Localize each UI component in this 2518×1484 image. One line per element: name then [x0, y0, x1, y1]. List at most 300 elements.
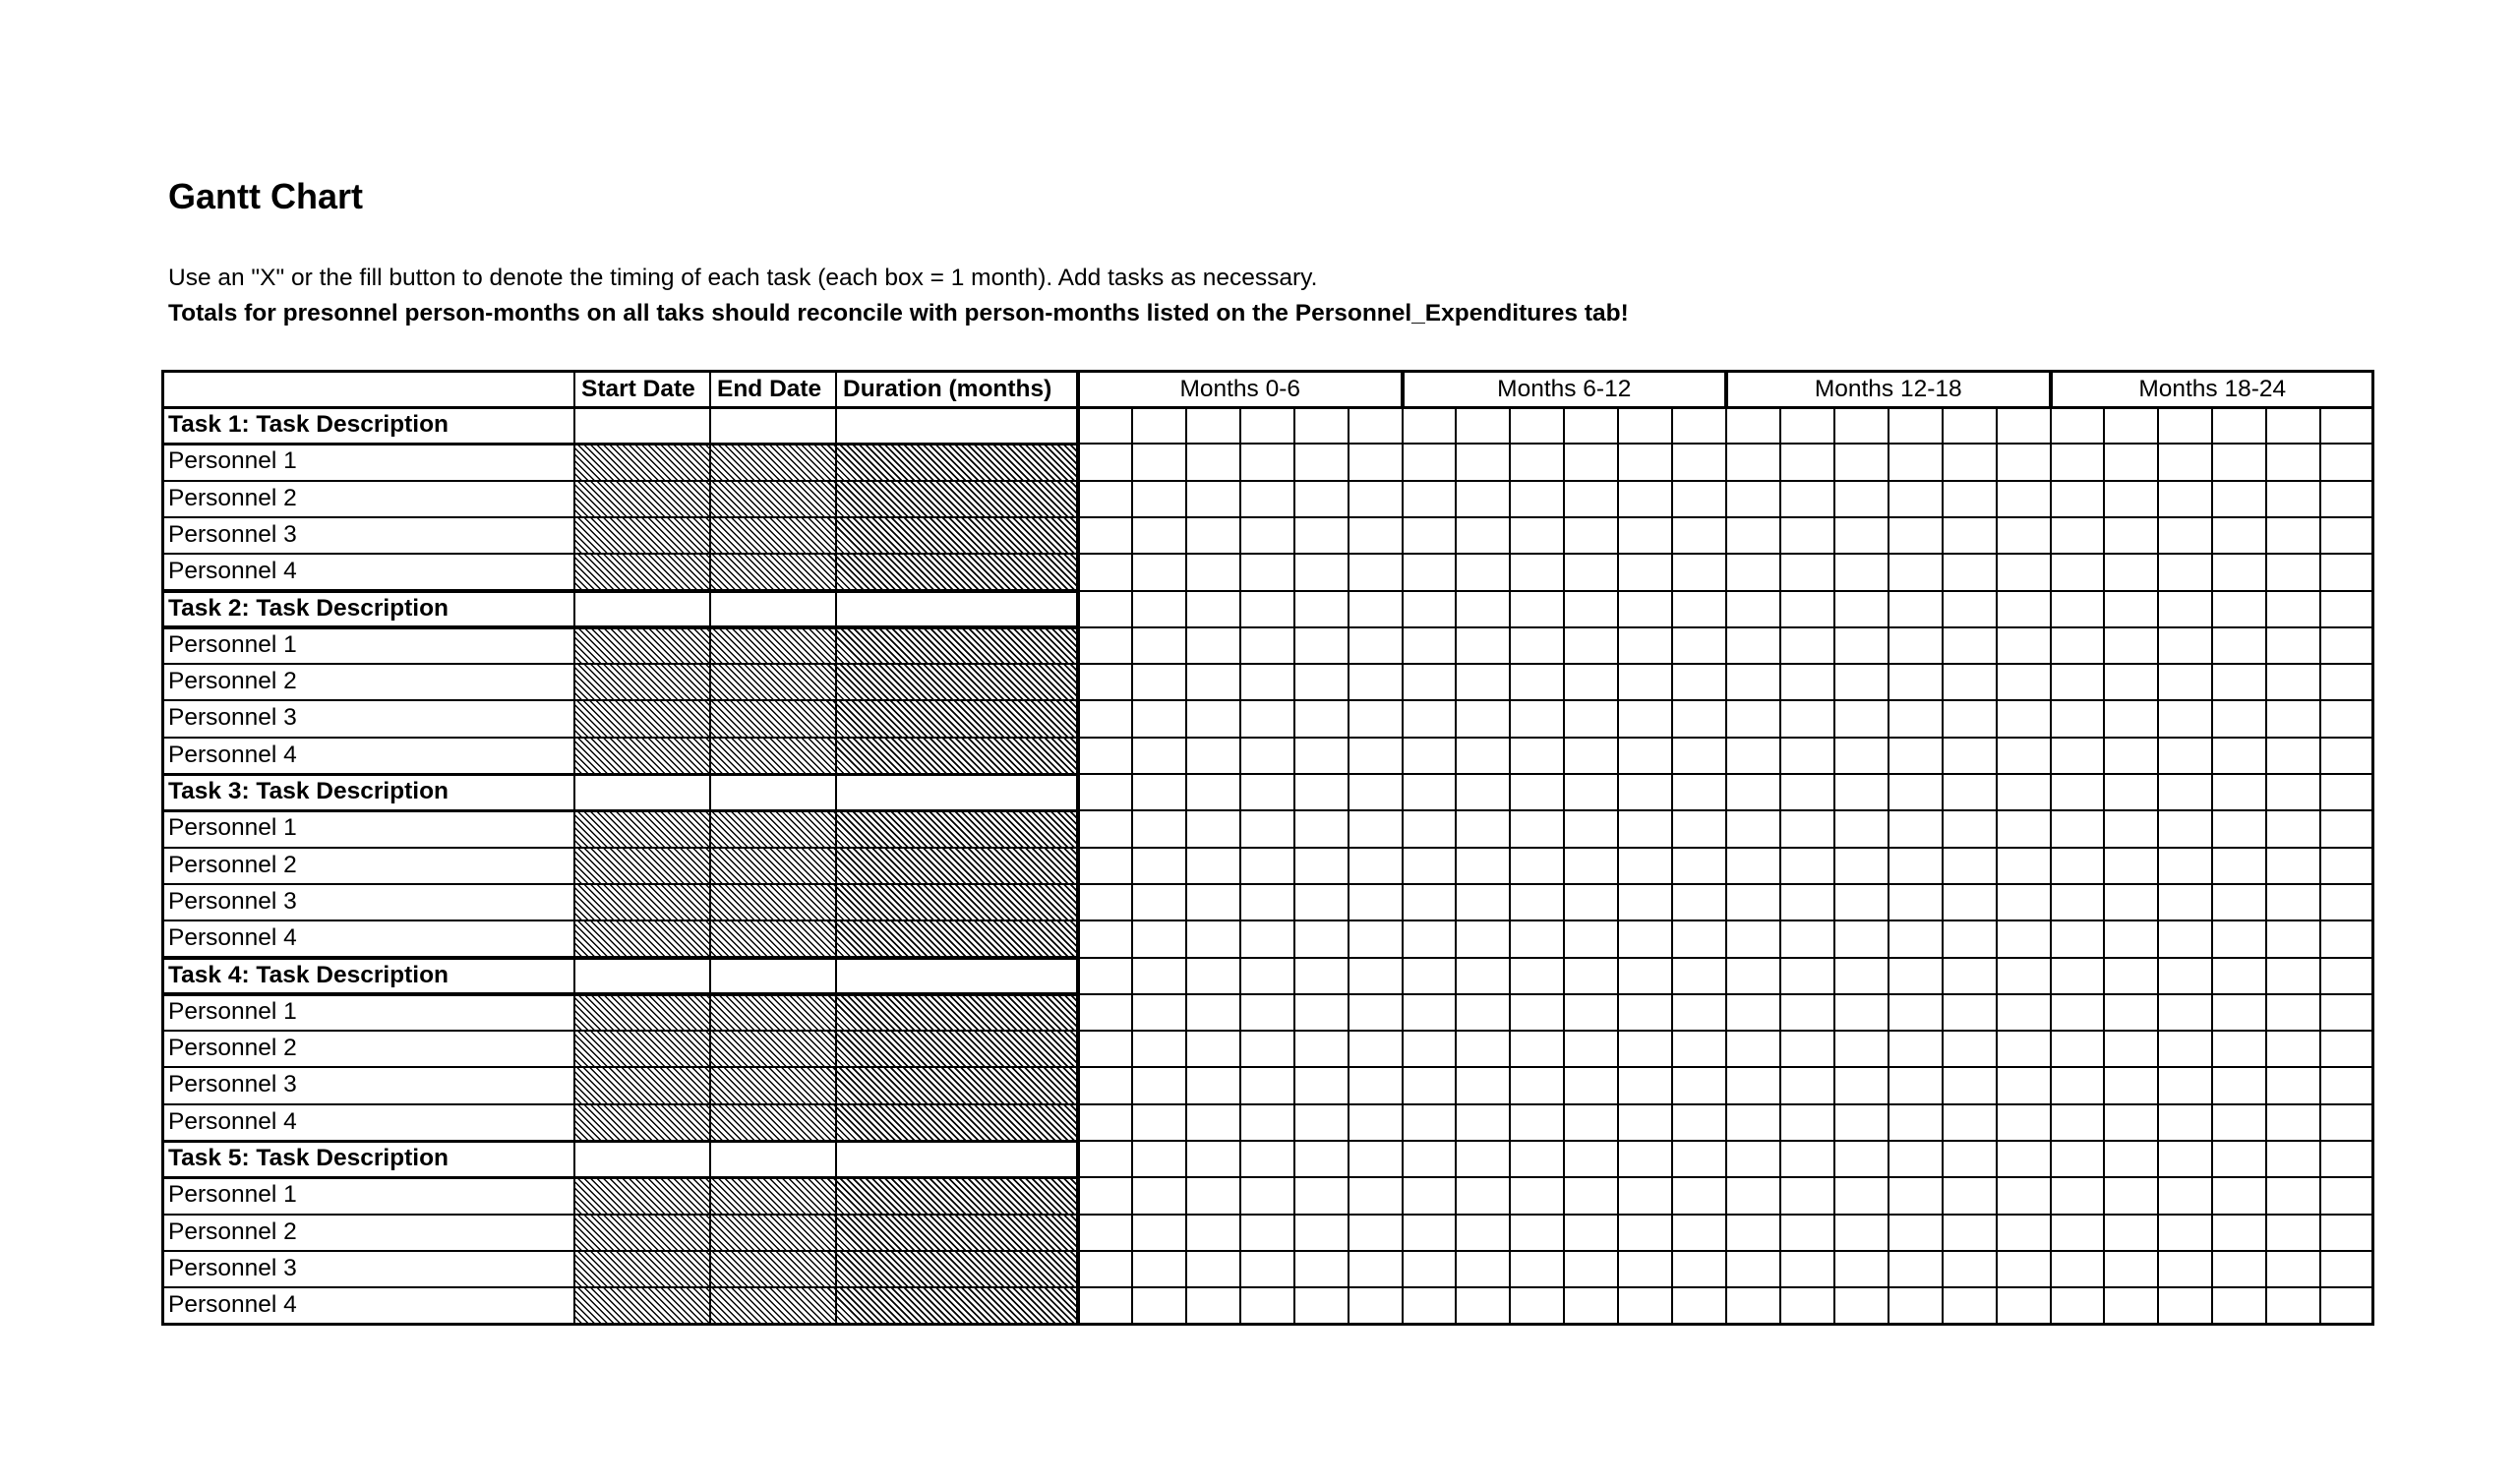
month-cell[interactable] [1888, 958, 1943, 994]
personnel-date-cell[interactable] [836, 444, 1078, 480]
month-cell[interactable] [1132, 920, 1186, 957]
month-cell[interactable] [1564, 774, 1618, 810]
personnel-date-cell[interactable] [574, 1251, 710, 1287]
month-cell[interactable] [1564, 627, 1618, 664]
month-cell[interactable] [1834, 1177, 1888, 1214]
month-cell[interactable] [1078, 1287, 1132, 1324]
month-cell[interactable] [1564, 1251, 1618, 1287]
month-cell[interactable] [2104, 1031, 2158, 1067]
month-cell[interactable] [2158, 848, 2212, 884]
month-cell[interactable] [1834, 1141, 1888, 1177]
month-cell[interactable] [1943, 1141, 1997, 1177]
month-cell[interactable] [2320, 481, 2374, 517]
month-cell[interactable] [2212, 1287, 2266, 1324]
month-cell[interactable] [1834, 810, 1888, 847]
month-cell[interactable] [1888, 1215, 1943, 1251]
month-cell[interactable] [1510, 1104, 1564, 1141]
month-cell[interactable] [1618, 774, 1672, 810]
task-date-cell[interactable] [710, 591, 836, 627]
month-cell[interactable] [2158, 407, 2212, 444]
month-cell[interactable] [1997, 627, 2051, 664]
month-cell[interactable] [1510, 1287, 1564, 1324]
month-cell[interactable] [1726, 700, 1780, 737]
personnel-date-cell[interactable] [710, 848, 836, 884]
month-cell[interactable] [1943, 1177, 1997, 1214]
month-cell[interactable] [1349, 1104, 1403, 1141]
month-cell[interactable] [1294, 627, 1349, 664]
month-cell[interactable] [1780, 627, 1834, 664]
month-cell[interactable] [1780, 1177, 1834, 1214]
month-cell[interactable] [1618, 481, 1672, 517]
month-cell[interactable] [1780, 774, 1834, 810]
personnel-date-cell[interactable] [574, 444, 710, 480]
month-cell[interactable] [1294, 1215, 1349, 1251]
month-cell[interactable] [1780, 848, 1834, 884]
month-cell[interactable] [2266, 920, 2320, 957]
month-cell[interactable] [1403, 1031, 1457, 1067]
month-cell[interactable] [1403, 444, 1457, 480]
month-cell[interactable] [1349, 517, 1403, 554]
month-cell[interactable] [1456, 407, 1510, 444]
task-date-cell[interactable] [710, 1141, 836, 1177]
month-cell[interactable] [1510, 627, 1564, 664]
month-cell[interactable] [1726, 738, 1780, 774]
month-cell[interactable] [1997, 664, 2051, 700]
month-cell[interactable] [2104, 920, 2158, 957]
month-cell[interactable] [1349, 627, 1403, 664]
month-cell[interactable] [1510, 664, 1564, 700]
month-cell[interactable] [1078, 994, 1132, 1031]
month-cell[interactable] [1078, 444, 1132, 480]
month-cell[interactable] [1240, 1177, 1294, 1214]
month-cell[interactable] [1997, 517, 2051, 554]
month-cell[interactable] [1943, 627, 1997, 664]
month-cell[interactable] [1240, 958, 1294, 994]
task-date-cell[interactable] [836, 958, 1078, 994]
month-cell[interactable] [1186, 407, 1240, 444]
month-cell[interactable] [1510, 554, 1564, 590]
month-cell[interactable] [1888, 517, 1943, 554]
personnel-date-cell[interactable] [574, 481, 710, 517]
month-cell[interactable] [1510, 920, 1564, 957]
month-cell[interactable] [1726, 1251, 1780, 1287]
month-cell[interactable] [2104, 1177, 2158, 1214]
personnel-date-cell[interactable] [574, 738, 710, 774]
month-cell[interactable] [2320, 591, 2374, 627]
month-cell[interactable] [1132, 958, 1186, 994]
month-cell[interactable] [1186, 517, 1240, 554]
month-cell[interactable] [1997, 1141, 2051, 1177]
month-cell[interactable] [1564, 554, 1618, 590]
month-cell[interactable] [1456, 1067, 1510, 1103]
personnel-date-cell[interactable] [574, 920, 710, 957]
month-cell[interactable] [2051, 700, 2105, 737]
month-cell[interactable] [1078, 554, 1132, 590]
month-cell[interactable] [2320, 554, 2374, 590]
personnel-date-cell[interactable] [574, 1067, 710, 1103]
month-cell[interactable] [1618, 1104, 1672, 1141]
month-cell[interactable] [1888, 1031, 1943, 1067]
month-cell[interactable] [1780, 481, 1834, 517]
month-cell[interactable] [1618, 444, 1672, 480]
month-cell[interactable] [2266, 664, 2320, 700]
month-cell[interactable] [1294, 664, 1349, 700]
personnel-date-cell[interactable] [574, 627, 710, 664]
month-cell[interactable] [1997, 1287, 2051, 1324]
month-cell[interactable] [1510, 738, 1564, 774]
month-cell[interactable] [1456, 517, 1510, 554]
month-cell[interactable] [2104, 848, 2158, 884]
month-cell[interactable] [1510, 1031, 1564, 1067]
month-cell[interactable] [1564, 444, 1618, 480]
personnel-date-cell[interactable] [574, 517, 710, 554]
month-cell[interactable] [1672, 591, 1726, 627]
month-cell[interactable] [1997, 481, 2051, 517]
month-cell[interactable] [1403, 1287, 1457, 1324]
month-cell[interactable] [1780, 1031, 1834, 1067]
personnel-date-cell[interactable] [836, 700, 1078, 737]
personnel-date-cell[interactable] [836, 517, 1078, 554]
month-cell[interactable] [2158, 920, 2212, 957]
month-cell[interactable] [1456, 1251, 1510, 1287]
month-cell[interactable] [1132, 1031, 1186, 1067]
month-cell[interactable] [1510, 1251, 1564, 1287]
month-cell[interactable] [1456, 444, 1510, 480]
month-cell[interactable] [2266, 1251, 2320, 1287]
month-cell[interactable] [1403, 554, 1457, 590]
personnel-date-cell[interactable] [574, 884, 710, 920]
month-cell[interactable] [1564, 738, 1618, 774]
month-cell[interactable] [1726, 481, 1780, 517]
month-cell[interactable] [1294, 1141, 1349, 1177]
month-cell[interactable] [1943, 1031, 1997, 1067]
month-cell[interactable] [2212, 958, 2266, 994]
month-cell[interactable] [1186, 738, 1240, 774]
month-cell[interactable] [1943, 774, 1997, 810]
month-cell[interactable] [1186, 848, 1240, 884]
month-cell[interactable] [1943, 554, 1997, 590]
month-cell[interactable] [2266, 591, 2320, 627]
month-cell[interactable] [1726, 1215, 1780, 1251]
personnel-date-cell[interactable] [710, 444, 836, 480]
month-cell[interactable] [1943, 920, 1997, 957]
month-cell[interactable] [1618, 1287, 1672, 1324]
month-cell[interactable] [1888, 444, 1943, 480]
month-cell[interactable] [2051, 1177, 2105, 1214]
month-cell[interactable] [1780, 517, 1834, 554]
month-cell[interactable] [1132, 884, 1186, 920]
month-cell[interactable] [1132, 994, 1186, 1031]
month-cell[interactable] [1943, 517, 1997, 554]
month-cell[interactable] [1186, 1215, 1240, 1251]
month-cell[interactable] [2051, 1031, 2105, 1067]
month-cell[interactable] [2212, 517, 2266, 554]
month-cell[interactable] [1672, 481, 1726, 517]
month-cell[interactable] [1564, 517, 1618, 554]
month-cell[interactable] [1834, 444, 1888, 480]
month-cell[interactable] [2320, 444, 2374, 480]
month-cell[interactable] [1078, 1177, 1132, 1214]
month-cell[interactable] [1349, 884, 1403, 920]
month-cell[interactable] [1078, 1251, 1132, 1287]
month-cell[interactable] [2266, 848, 2320, 884]
month-cell[interactable] [1726, 1287, 1780, 1324]
month-cell[interactable] [1997, 994, 2051, 1031]
month-cell[interactable] [1456, 738, 1510, 774]
personnel-date-cell[interactable] [836, 627, 1078, 664]
month-cell[interactable] [2320, 517, 2374, 554]
month-cell[interactable] [1078, 1215, 1132, 1251]
month-cell[interactable] [1132, 1104, 1186, 1141]
month-cell[interactable] [1888, 407, 1943, 444]
month-cell[interactable] [1672, 994, 1726, 1031]
month-cell[interactable] [2320, 1177, 2374, 1214]
month-cell[interactable] [1780, 1067, 1834, 1103]
month-cell[interactable] [2158, 774, 2212, 810]
month-cell[interactable] [1186, 920, 1240, 957]
task-date-cell[interactable] [710, 958, 836, 994]
month-cell[interactable] [1564, 407, 1618, 444]
month-cell[interactable] [1943, 884, 1997, 920]
month-cell[interactable] [2212, 774, 2266, 810]
month-cell[interactable] [1078, 664, 1132, 700]
month-cell[interactable] [1834, 627, 1888, 664]
month-cell[interactable] [2104, 591, 2158, 627]
personnel-date-cell[interactable] [710, 1031, 836, 1067]
month-cell[interactable] [1294, 958, 1349, 994]
month-cell[interactable] [1780, 958, 1834, 994]
month-cell[interactable] [2266, 1177, 2320, 1214]
month-cell[interactable] [2158, 994, 2212, 1031]
month-cell[interactable] [1780, 738, 1834, 774]
month-cell[interactable] [2212, 738, 2266, 774]
month-cell[interactable] [1240, 1287, 1294, 1324]
personnel-date-cell[interactable] [836, 848, 1078, 884]
month-cell[interactable] [1943, 1067, 1997, 1103]
month-cell[interactable] [1403, 664, 1457, 700]
month-cell[interactable] [1294, 994, 1349, 1031]
month-cell[interactable] [1403, 1251, 1457, 1287]
month-cell[interactable] [1349, 1215, 1403, 1251]
task-date-cell[interactable] [836, 774, 1078, 810]
month-cell[interactable] [2104, 1104, 2158, 1141]
month-cell[interactable] [1726, 554, 1780, 590]
month-cell[interactable] [1456, 591, 1510, 627]
month-cell[interactable] [1294, 517, 1349, 554]
month-cell[interactable] [1240, 481, 1294, 517]
month-cell[interactable] [1997, 1251, 2051, 1287]
month-cell[interactable] [1456, 627, 1510, 664]
month-cell[interactable] [2051, 1287, 2105, 1324]
month-cell[interactable] [1403, 738, 1457, 774]
month-cell[interactable] [1349, 554, 1403, 590]
month-cell[interactable] [1997, 774, 2051, 810]
month-cell[interactable] [1726, 884, 1780, 920]
month-cell[interactable] [1456, 1104, 1510, 1141]
month-cell[interactable] [1456, 958, 1510, 994]
month-cell[interactable] [2104, 1251, 2158, 1287]
month-cell[interactable] [1726, 517, 1780, 554]
personnel-date-cell[interactable] [836, 1067, 1078, 1103]
month-cell[interactable] [1510, 958, 1564, 994]
month-cell[interactable] [1888, 591, 1943, 627]
month-cell[interactable] [2266, 958, 2320, 994]
month-cell[interactable] [1564, 591, 1618, 627]
month-cell[interactable] [1240, 1141, 1294, 1177]
month-cell[interactable] [2158, 444, 2212, 480]
month-cell[interactable] [2104, 1067, 2158, 1103]
month-cell[interactable] [1997, 444, 2051, 480]
month-cell[interactable] [1943, 444, 1997, 480]
month-cell[interactable] [1240, 517, 1294, 554]
month-cell[interactable] [2051, 1251, 2105, 1287]
month-cell[interactable] [2212, 884, 2266, 920]
month-cell[interactable] [1186, 1177, 1240, 1214]
month-cell[interactable] [2212, 554, 2266, 590]
month-cell[interactable] [2320, 1104, 2374, 1141]
month-cell[interactable] [1618, 664, 1672, 700]
month-cell[interactable] [1780, 407, 1834, 444]
month-cell[interactable] [1240, 884, 1294, 920]
month-cell[interactable] [1294, 407, 1349, 444]
month-cell[interactable] [1403, 481, 1457, 517]
month-cell[interactable] [1888, 481, 1943, 517]
month-cell[interactable] [1564, 1215, 1618, 1251]
month-cell[interactable] [2158, 591, 2212, 627]
month-cell[interactable] [1403, 994, 1457, 1031]
month-cell[interactable] [2320, 1251, 2374, 1287]
month-cell[interactable] [1240, 810, 1294, 847]
month-cell[interactable] [2266, 554, 2320, 590]
month-cell[interactable] [1240, 591, 1294, 627]
month-cell[interactable] [1510, 1215, 1564, 1251]
month-cell[interactable] [2212, 1031, 2266, 1067]
month-cell[interactable] [2104, 481, 2158, 517]
month-cell[interactable] [1132, 664, 1186, 700]
month-cell[interactable] [1403, 1141, 1457, 1177]
month-cell[interactable] [1456, 664, 1510, 700]
month-cell[interactable] [1888, 1287, 1943, 1324]
month-cell[interactable] [1078, 774, 1132, 810]
month-cell[interactable] [1510, 884, 1564, 920]
month-cell[interactable] [1888, 1251, 1943, 1287]
month-cell[interactable] [1943, 1251, 1997, 1287]
month-cell[interactable] [1078, 884, 1132, 920]
month-cell[interactable] [1510, 848, 1564, 884]
month-cell[interactable] [2320, 407, 2374, 444]
month-cell[interactable] [1564, 664, 1618, 700]
month-cell[interactable] [1186, 481, 1240, 517]
month-cell[interactable] [1294, 920, 1349, 957]
month-cell[interactable] [1672, 774, 1726, 810]
month-cell[interactable] [1618, 958, 1672, 994]
month-cell[interactable] [1943, 700, 1997, 737]
month-cell[interactable] [1834, 1031, 1888, 1067]
month-cell[interactable] [2266, 774, 2320, 810]
month-cell[interactable] [1456, 994, 1510, 1031]
month-cell[interactable] [1618, 994, 1672, 1031]
month-cell[interactable] [1780, 994, 1834, 1031]
month-cell[interactable] [1726, 1104, 1780, 1141]
month-cell[interactable] [2104, 774, 2158, 810]
personnel-date-cell[interactable] [710, 627, 836, 664]
month-cell[interactable] [1349, 738, 1403, 774]
month-cell[interactable] [1186, 664, 1240, 700]
task-date-cell[interactable] [574, 774, 710, 810]
personnel-date-cell[interactable] [836, 994, 1078, 1031]
month-cell[interactable] [1349, 774, 1403, 810]
month-cell[interactable] [1997, 1031, 2051, 1067]
month-cell[interactable] [2104, 407, 2158, 444]
month-cell[interactable] [1997, 810, 2051, 847]
month-cell[interactable] [2104, 884, 2158, 920]
month-cell[interactable] [1834, 481, 1888, 517]
month-cell[interactable] [1456, 1215, 1510, 1251]
month-cell[interactable] [1403, 1104, 1457, 1141]
month-cell[interactable] [1456, 1031, 1510, 1067]
month-cell[interactable] [2212, 1177, 2266, 1214]
month-cell[interactable] [1564, 1141, 1618, 1177]
month-cell[interactable] [2158, 1141, 2212, 1177]
month-cell[interactable] [1834, 407, 1888, 444]
personnel-date-cell[interactable] [710, 1251, 836, 1287]
month-cell[interactable] [2320, 1031, 2374, 1067]
month-cell[interactable] [1888, 920, 1943, 957]
month-cell[interactable] [1726, 994, 1780, 1031]
month-cell[interactable] [1186, 627, 1240, 664]
month-cell[interactable] [1780, 444, 1834, 480]
month-cell[interactable] [2158, 1067, 2212, 1103]
month-cell[interactable] [2212, 848, 2266, 884]
month-cell[interactable] [1456, 774, 1510, 810]
month-cell[interactable] [1618, 1251, 1672, 1287]
month-cell[interactable] [1834, 848, 1888, 884]
month-cell[interactable] [1510, 407, 1564, 444]
month-cell[interactable] [1564, 700, 1618, 737]
personnel-date-cell[interactable] [574, 1287, 710, 1324]
month-cell[interactable] [2158, 1031, 2212, 1067]
month-cell[interactable] [1943, 810, 1997, 847]
month-cell[interactable] [1132, 444, 1186, 480]
month-cell[interactable] [2051, 738, 2105, 774]
month-cell[interactable] [2212, 481, 2266, 517]
month-cell[interactable] [1349, 591, 1403, 627]
task-date-cell[interactable] [574, 958, 710, 994]
month-cell[interactable] [2212, 920, 2266, 957]
month-cell[interactable] [1349, 444, 1403, 480]
month-cell[interactable] [1672, 958, 1726, 994]
personnel-date-cell[interactable] [710, 517, 836, 554]
month-cell[interactable] [2212, 627, 2266, 664]
month-cell[interactable] [1780, 664, 1834, 700]
month-cell[interactable] [1888, 1104, 1943, 1141]
month-cell[interactable] [1618, 627, 1672, 664]
month-cell[interactable] [1943, 958, 1997, 994]
month-cell[interactable] [1403, 700, 1457, 737]
personnel-date-cell[interactable] [574, 1031, 710, 1067]
month-cell[interactable] [1726, 664, 1780, 700]
month-cell[interactable] [1240, 444, 1294, 480]
month-cell[interactable] [1403, 591, 1457, 627]
month-cell[interactable] [1943, 664, 1997, 700]
month-cell[interactable] [1726, 958, 1780, 994]
month-cell[interactable] [1132, 848, 1186, 884]
month-cell[interactable] [2266, 700, 2320, 737]
month-cell[interactable] [1510, 517, 1564, 554]
month-cell[interactable] [1618, 1031, 1672, 1067]
personnel-date-cell[interactable] [710, 481, 836, 517]
month-cell[interactable] [1510, 774, 1564, 810]
